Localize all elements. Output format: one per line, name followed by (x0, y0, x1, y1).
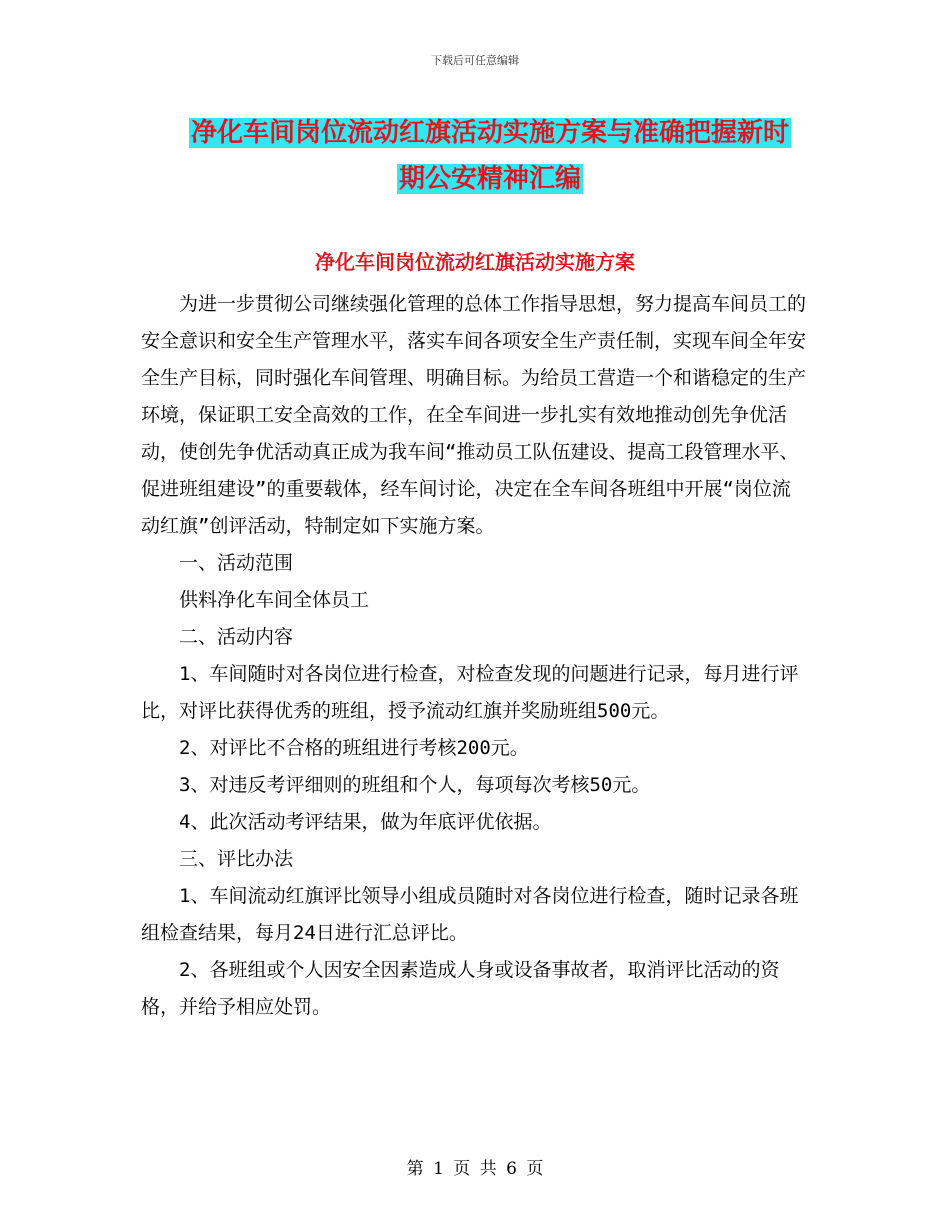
intro-paragraph: 为进一步贯彻公司继续强化管理的总体工作指导思想，努力提高车间员工的安全意识和安全生产管理水平，落实车间各项安全生产责任制，实现车间全年安全生产目标，同时强化车间管理、明确目标。为给员工营造一个和谐稳定的生产环境，保证职工安全高效的工作，在全车间进一步扎实有效地推动创先争优活动，使创先争优活动真正成为我车间“推动员工队伍建设、提高工段管理水平、促进班组建设”的重要载体，经车间讨论，决定在全车间各班组中开展“岗位流动红旗”创评活动，特制定如下实施方案。 (141, 293, 807, 537)
heading-evaluation-method: 三、评比办法 (179, 848, 294, 870)
paragraph-method-2: 2、各班组或个人因安全因素造成人身或设备事故者，取消评比活动的资格，并给予相应处罚。 (141, 959, 780, 1018)
page-number: 第 1 页 共 6 页 (406, 1159, 544, 1179)
paragraph-content-1: 1、车间随时对各岗位进行检查，对检查发现的问题进行记录，每月进行评比，对评比获得优秀的班组，授予流动红旗并奖励班组500元。 (141, 663, 799, 722)
section-title: 净化车间岗位流动红旗活动实施方案 (315, 250, 635, 274)
heading-activity-content: 二、活动内容 (179, 626, 294, 648)
paragraph-content-4: 4、此次活动考评结果，做为年底评优依据。 (179, 811, 552, 833)
paragraph-content-3: 3、对违反考评细则的班组和个人，每项每次考核50元。 (179, 774, 651, 796)
document-title-line-2: 期公安精神汇编 (398, 164, 581, 194)
document-title-line-1: 净化车间岗位流动红旗活动实施方案与准确把握新时 (190, 118, 789, 148)
header-note: 下载后可任意编辑 (431, 54, 519, 67)
paragraph-content-2: 2、对评比不合格的班组进行考核200元。 (179, 737, 529, 759)
paragraph-scope: 供料净化车间全体员工 (179, 589, 370, 611)
document-title (160, 110, 820, 202)
document-body (141, 286, 806, 1026)
heading-activity-scope: 一、活动范围 (179, 552, 294, 574)
paragraph-method-1: 1、车间流动红旗评比领导小组成员随时对各岗位进行检查，随时记录各班组检查结果，每月24日进行汇总评比。 (141, 885, 799, 944)
